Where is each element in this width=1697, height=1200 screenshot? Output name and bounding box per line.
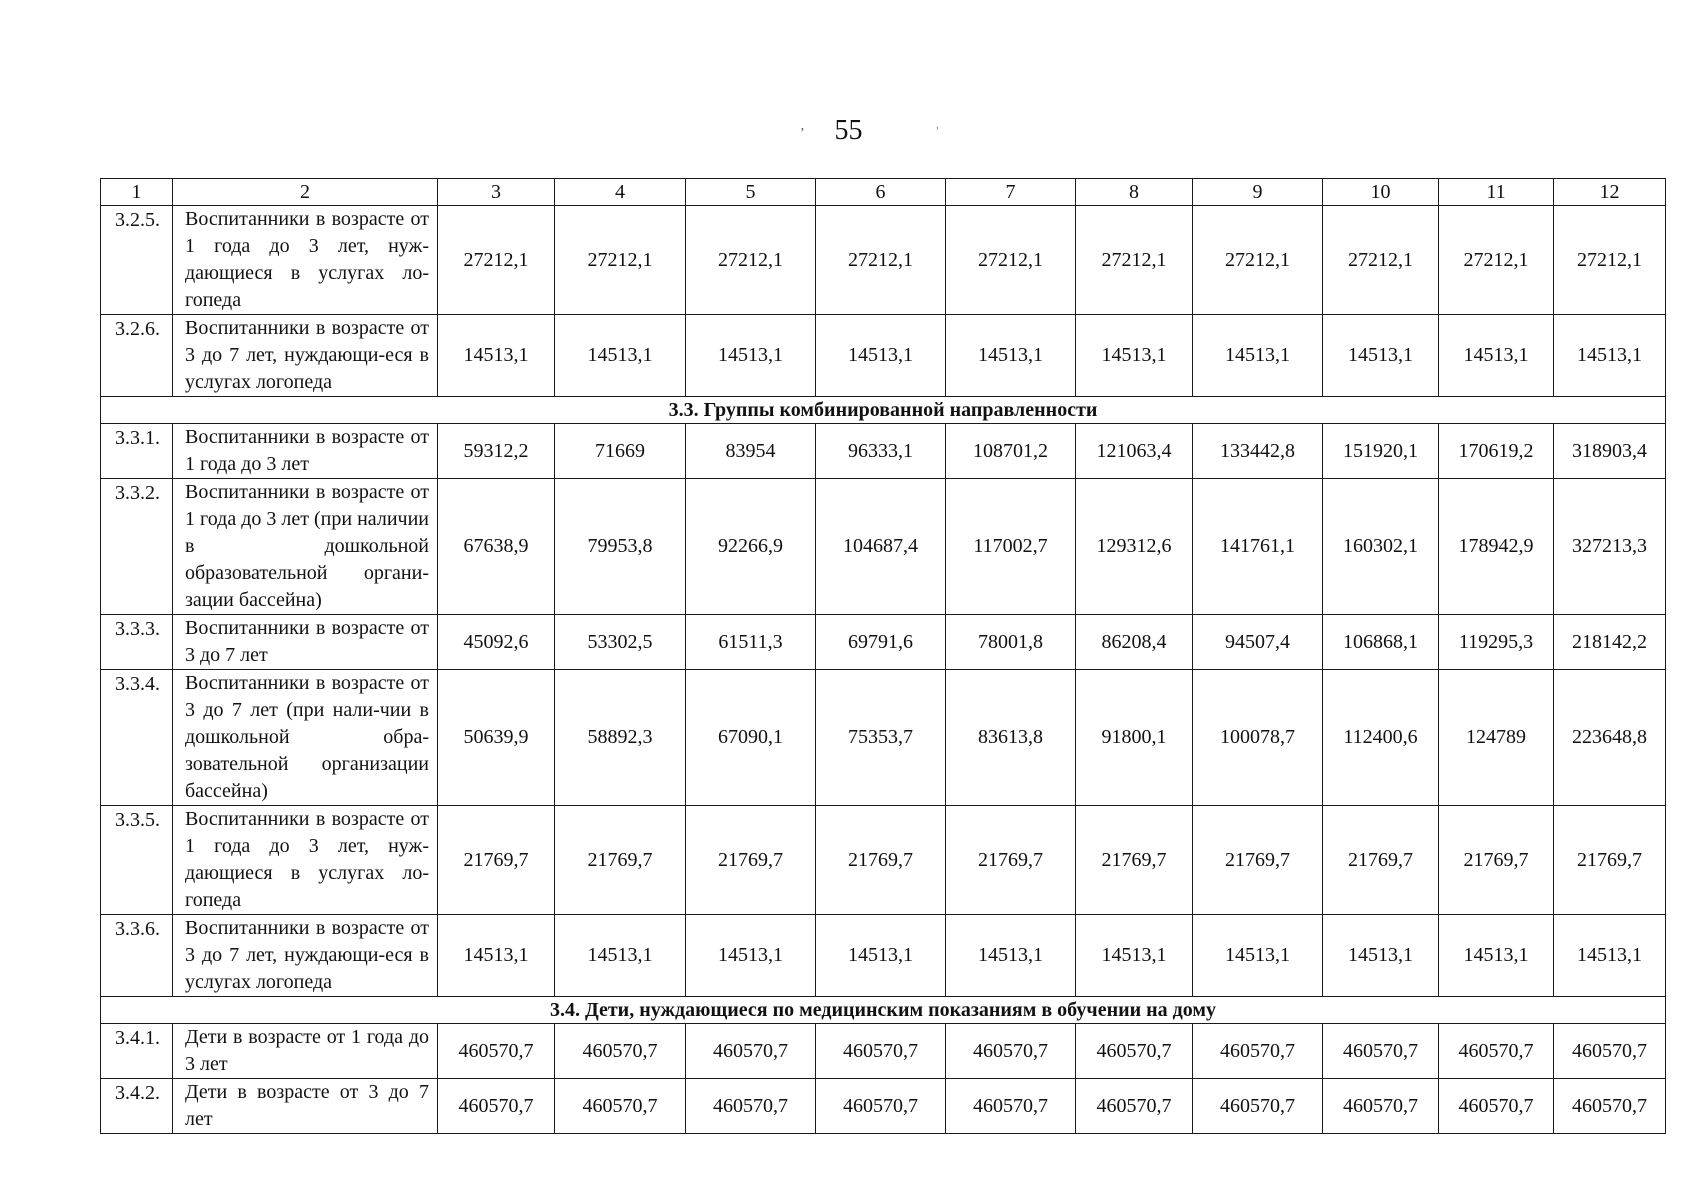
value-cell: 160302,1 <box>1323 479 1439 615</box>
column-header: 8 <box>1076 179 1193 206</box>
column-header: 7 <box>946 179 1076 206</box>
value-cell: 14513,1 <box>438 315 555 397</box>
value-cell: 129312,6 <box>1076 479 1193 615</box>
value-cell: 218142,2 <box>1554 615 1666 670</box>
table-row <box>101 315 1666 397</box>
value-cell: 151920,1 <box>1323 424 1439 479</box>
value-cell: 14513,1 <box>686 315 816 397</box>
column-header: 2 <box>173 179 438 206</box>
value-cell: 460570,7 <box>1323 1024 1439 1079</box>
value-cell: 460570,7 <box>686 1024 816 1079</box>
value-cell: 27212,1 <box>686 206 816 315</box>
row-number: 3.3.6. <box>101 915 173 997</box>
table-row <box>101 1079 1666 1134</box>
value-cell: 71669 <box>555 424 686 479</box>
value-cell: 14513,1 <box>1323 915 1439 997</box>
value-cell: 14513,1 <box>1193 915 1323 997</box>
table-row <box>101 424 1666 479</box>
column-header: 9 <box>1193 179 1323 206</box>
row-description: Дети в возрасте от 3 до 7 лет <box>173 1079 438 1134</box>
row-number: 3.3.4. <box>101 670 173 806</box>
value-cell: 460570,7 <box>1323 1079 1439 1134</box>
value-cell: 91800,1 <box>1076 670 1193 806</box>
value-cell: 21769,7 <box>686 806 816 915</box>
row-number: 3.4.1. <box>101 1024 173 1079</box>
row-number: 3.3.5. <box>101 806 173 915</box>
value-cell: 58892,3 <box>555 670 686 806</box>
column-header: 3 <box>438 179 555 206</box>
row-number: 3.3.2. <box>101 479 173 615</box>
value-cell: 14513,1 <box>1554 915 1666 997</box>
data-table <box>100 178 1666 1134</box>
section-title: 3.3. Группы комбинированной направленности <box>101 397 1666 424</box>
value-cell: 14513,1 <box>946 315 1076 397</box>
row-description: Воспитанники в возрасте от 1 года до 3 лет (при наличии в дошкольной образовательной органи-зации бассейна) <box>173 479 438 615</box>
value-cell: 178942,9 <box>1439 479 1554 615</box>
column-header: 1 <box>101 179 173 206</box>
column-header: 12 <box>1554 179 1666 206</box>
value-cell: 27212,1 <box>1076 206 1193 315</box>
value-cell: 223648,8 <box>1554 670 1666 806</box>
value-cell: 460570,7 <box>1076 1024 1193 1079</box>
value-cell: 21769,7 <box>555 806 686 915</box>
value-cell: 124789 <box>1439 670 1554 806</box>
value-cell: 460570,7 <box>686 1079 816 1134</box>
value-cell: 75353,7 <box>816 670 946 806</box>
value-cell: 460570,7 <box>438 1024 555 1079</box>
column-header: 11 <box>1439 179 1554 206</box>
row-description: Воспитанники в возрасте от 1 года до 3 лет, нуж-дающиеся в услугах ло-гопеда <box>173 806 438 915</box>
scan-speck: ʼ <box>800 126 805 141</box>
value-cell: 86208,4 <box>1076 615 1193 670</box>
row-number: 3.4.2. <box>101 1079 173 1134</box>
section-row <box>101 397 1666 424</box>
row-description: Воспитанники в возрасте от 1 года до 3 лет, нуж-дающиеся в услугах ло-гопеда <box>173 206 438 315</box>
value-cell: 112400,6 <box>1323 670 1439 806</box>
value-cell: 67090,1 <box>686 670 816 806</box>
row-number: 3.3.1. <box>101 424 173 479</box>
value-cell: 21769,7 <box>946 806 1076 915</box>
value-cell: 27212,1 <box>1323 206 1439 315</box>
value-cell: 460570,7 <box>816 1024 946 1079</box>
value-cell: 117002,7 <box>946 479 1076 615</box>
value-cell: 141761,1 <box>1193 479 1323 615</box>
value-cell: 27212,1 <box>555 206 686 315</box>
value-cell: 121063,4 <box>1076 424 1193 479</box>
value-cell: 83613,8 <box>946 670 1076 806</box>
value-cell: 100078,7 <box>1193 670 1323 806</box>
page-number: 55 <box>834 115 863 146</box>
value-cell: 460570,7 <box>1076 1079 1193 1134</box>
value-cell: 14513,1 <box>1076 315 1193 397</box>
section-row <box>101 997 1666 1024</box>
table-row <box>101 206 1666 315</box>
value-cell: 50639,9 <box>438 670 555 806</box>
row-number: 3.3.3. <box>101 615 173 670</box>
value-cell: 14513,1 <box>1323 315 1439 397</box>
value-cell: 21769,7 <box>1439 806 1554 915</box>
row-description: Воспитанники в возрасте от 1 года до 3 лет <box>173 424 438 479</box>
value-cell: 14513,1 <box>1554 315 1666 397</box>
column-header: 5 <box>686 179 816 206</box>
row-number: 3.2.6. <box>101 315 173 397</box>
row-number: 3.2.5. <box>101 206 173 315</box>
header-row <box>101 179 1666 206</box>
row-description: Дети в возрасте от 1 года до 3 лет <box>173 1024 438 1079</box>
value-cell: 108701,2 <box>946 424 1076 479</box>
value-cell: 14513,1 <box>1193 315 1323 397</box>
value-cell: 104687,4 <box>816 479 946 615</box>
column-header: 4 <box>555 179 686 206</box>
value-cell: 14513,1 <box>1439 915 1554 997</box>
value-cell: 79953,8 <box>555 479 686 615</box>
value-cell: 21769,7 <box>438 806 555 915</box>
value-cell: 460570,7 <box>1439 1079 1554 1134</box>
value-cell: 460570,7 <box>816 1079 946 1134</box>
value-cell: 14513,1 <box>1076 915 1193 997</box>
value-cell: 14513,1 <box>555 915 686 997</box>
value-cell: 14513,1 <box>946 915 1076 997</box>
value-cell: 14513,1 <box>816 315 946 397</box>
value-cell: 67638,9 <box>438 479 555 615</box>
value-cell: 27212,1 <box>1439 206 1554 315</box>
value-cell: 59312,2 <box>438 424 555 479</box>
column-header: 6 <box>816 179 946 206</box>
column-header: 10 <box>1323 179 1439 206</box>
row-description: Воспитанники в возрасте от 3 до 7 лет (при нали-чии в дошкольной обра-зовательной организации бассейна) <box>173 670 438 806</box>
value-cell: 14513,1 <box>438 915 555 997</box>
value-cell: 21769,7 <box>816 806 946 915</box>
value-cell: 21769,7 <box>1076 806 1193 915</box>
value-cell: 318903,4 <box>1554 424 1666 479</box>
value-cell: 69791,6 <box>816 615 946 670</box>
value-cell: 106868,1 <box>1323 615 1439 670</box>
section-title: 3.4. Дети, нуждающиеся по медицинским показаниям в обучении на дому <box>101 997 1666 1024</box>
value-cell: 460570,7 <box>555 1079 686 1134</box>
value-cell: 53302,5 <box>555 615 686 670</box>
value-cell: 83954 <box>686 424 816 479</box>
value-cell: 27212,1 <box>816 206 946 315</box>
value-cell: 170619,2 <box>1439 424 1554 479</box>
value-cell: 327213,3 <box>1554 479 1666 615</box>
value-cell: 27212,1 <box>1554 206 1666 315</box>
value-cell: 14513,1 <box>686 915 816 997</box>
value-cell: 21769,7 <box>1323 806 1439 915</box>
value-cell: 27212,1 <box>1193 206 1323 315</box>
value-cell: 14513,1 <box>1439 315 1554 397</box>
value-cell: 460570,7 <box>438 1079 555 1134</box>
value-cell: 94507,4 <box>1193 615 1323 670</box>
table-row <box>101 915 1666 997</box>
value-cell: 92266,9 <box>686 479 816 615</box>
value-cell: 96333,1 <box>816 424 946 479</box>
value-cell: 460570,7 <box>555 1024 686 1079</box>
table-row <box>101 670 1666 806</box>
value-cell: 119295,3 <box>1439 615 1554 670</box>
value-cell: 460570,7 <box>1193 1079 1323 1134</box>
value-cell: 14513,1 <box>555 315 686 397</box>
value-cell: 27212,1 <box>946 206 1076 315</box>
row-description: Воспитанники в возрасте от 3 до 7 лет <box>173 615 438 670</box>
value-cell: 45092,6 <box>438 615 555 670</box>
value-cell: 133442,8 <box>1193 424 1323 479</box>
table-row <box>101 615 1666 670</box>
value-cell: 14513,1 <box>816 915 946 997</box>
table-row <box>101 1024 1666 1079</box>
value-cell: 460570,7 <box>946 1024 1076 1079</box>
value-cell: 78001,8 <box>946 615 1076 670</box>
value-cell: 460570,7 <box>1193 1024 1323 1079</box>
value-cell: 27212,1 <box>438 206 555 315</box>
value-cell: 460570,7 <box>1554 1024 1666 1079</box>
table-row <box>101 806 1666 915</box>
value-cell: 460570,7 <box>1554 1079 1666 1134</box>
value-cell: 460570,7 <box>1439 1024 1554 1079</box>
value-cell: 61511,3 <box>686 615 816 670</box>
row-description: Воспитанники в возрасте от 3 до 7 лет, нуждающи-еся в услугах логопеда <box>173 315 438 397</box>
value-cell: 460570,7 <box>946 1079 1076 1134</box>
scan-speck: ʾ <box>935 126 940 141</box>
table-row <box>101 479 1666 615</box>
row-description: Воспитанники в возрасте от 3 до 7 лет, нуждающи-еся в услугах логопеда <box>173 915 438 997</box>
value-cell: 21769,7 <box>1193 806 1323 915</box>
table-body <box>101 179 1666 1134</box>
value-cell: 21769,7 <box>1554 806 1666 915</box>
